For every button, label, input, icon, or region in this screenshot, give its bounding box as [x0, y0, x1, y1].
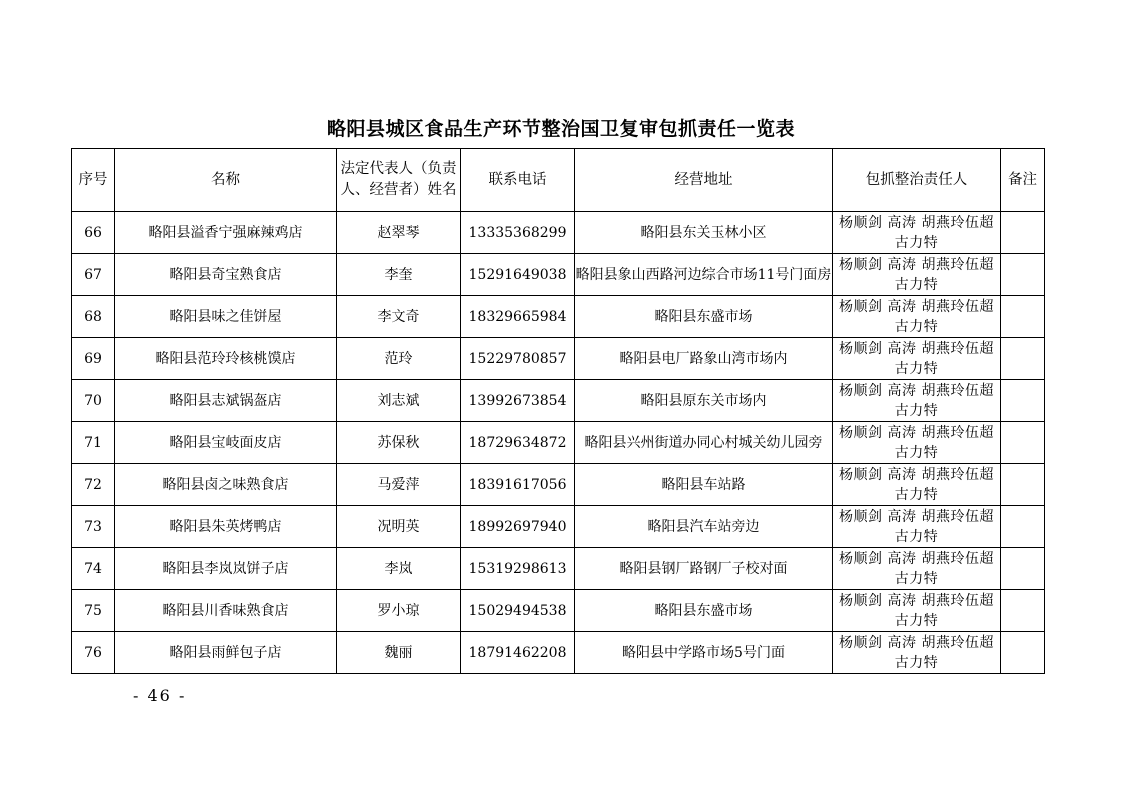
- cell-responsible: 杨顺剑 高涛 胡燕玲伍超 古力特: [833, 506, 1001, 548]
- page-number: - 46 -: [133, 686, 187, 705]
- cell-phone: 15319298613: [461, 548, 575, 590]
- cell-name: 略阳县味之佳饼屋: [115, 296, 337, 338]
- cell-phone: 18729634872: [461, 422, 575, 464]
- table-header-row: [72, 149, 1045, 212]
- cell-name: 略阳县李岚岚饼子店: [115, 548, 337, 590]
- cell-legal-rep: 魏丽: [337, 632, 461, 674]
- cell-remark: [1001, 506, 1045, 548]
- cell-legal-rep: 李文奇: [337, 296, 461, 338]
- cell-address: 略阳县车站路: [575, 464, 833, 506]
- cell-name: 略阳县范玲玲核桃馍店: [115, 338, 337, 380]
- cell-name: 略阳县雨鲜包子店: [115, 632, 337, 674]
- cell-phone: 18329665984: [461, 296, 575, 338]
- table-row: [72, 548, 1045, 590]
- cell-legal-rep: 李奎: [337, 254, 461, 296]
- cell-name: 略阳县卤之味熟食店: [115, 464, 337, 506]
- cell-legal-rep: 刘志斌: [337, 380, 461, 422]
- cell-responsible: 杨顺剑 高涛 胡燕玲伍超 古力特: [833, 296, 1001, 338]
- cell-legal-rep: 赵翠琴: [337, 212, 461, 254]
- cell-legal-rep: 范玲: [337, 338, 461, 380]
- cell-name: 略阳县奇宝熟食店: [115, 254, 337, 296]
- column-header-seq: 序号: [72, 149, 115, 212]
- cell-seq: 72: [72, 464, 115, 506]
- cell-responsible: 杨顺剑 高涛 胡燕玲伍超 古力特: [833, 254, 1001, 296]
- cell-phone: 18992697940: [461, 506, 575, 548]
- cell-seq: 70: [72, 380, 115, 422]
- cell-remark: [1001, 380, 1045, 422]
- page-title: 略阳县城区食品生产环节整治国卫复审包抓责任一览表: [326, 118, 795, 140]
- cell-address: 略阳县东盛市场: [575, 590, 833, 632]
- cell-address: 略阳县兴州街道办同心村城关幼儿园旁: [575, 422, 833, 464]
- column-header-remark: 备注: [1001, 149, 1045, 212]
- table-row: [72, 212, 1045, 254]
- cell-address: 略阳县电厂路象山湾市场内: [575, 338, 833, 380]
- cell-seq: 69: [72, 338, 115, 380]
- column-header-name: 名称: [115, 149, 337, 212]
- cell-address: 略阳县原东关市场内: [575, 380, 833, 422]
- cell-name: 略阳县川香味熟食店: [115, 590, 337, 632]
- cell-address: 略阳县汽车站旁边: [575, 506, 833, 548]
- table-row: [72, 422, 1045, 464]
- cell-address: 略阳县钢厂路钢厂子校对面: [575, 548, 833, 590]
- cell-seq: 76: [72, 632, 115, 674]
- column-header-responsible: 包抓整治责任人: [833, 149, 1001, 212]
- cell-name: 略阳县宝岐面皮店: [115, 422, 337, 464]
- cell-phone: 18391617056: [461, 464, 575, 506]
- cell-phone: 15029494538: [461, 590, 575, 632]
- cell-name: 略阳县溢香宁强麻辣鸡店: [115, 212, 337, 254]
- cell-legal-rep: 马爱萍: [337, 464, 461, 506]
- table-row: [72, 506, 1045, 548]
- table-row: [72, 338, 1045, 380]
- cell-remark: [1001, 632, 1045, 674]
- cell-responsible: 杨顺剑 高涛 胡燕玲伍超 古力特: [833, 422, 1001, 464]
- cell-legal-rep: 罗小琼: [337, 590, 461, 632]
- table-row: [72, 254, 1045, 296]
- cell-address: 略阳县东关玉林小区: [575, 212, 833, 254]
- cell-remark: [1001, 548, 1045, 590]
- cell-responsible: 杨顺剑 高涛 胡燕玲伍超 古力特: [833, 380, 1001, 422]
- cell-remark: [1001, 254, 1045, 296]
- cell-remark: [1001, 422, 1045, 464]
- column-header-legal-rep: 法定代表人（负责人、经营者）姓名: [337, 149, 461, 212]
- cell-seq: 71: [72, 422, 115, 464]
- cell-seq: 68: [72, 296, 115, 338]
- cell-responsible: 杨顺剑 高涛 胡燕玲伍超 古力特: [833, 464, 1001, 506]
- column-header-phone: 联系电话: [461, 149, 575, 212]
- responsibility-table: [71, 148, 1045, 674]
- cell-seq: 66: [72, 212, 115, 254]
- cell-legal-rep: 况明英: [337, 506, 461, 548]
- cell-seq: 75: [72, 590, 115, 632]
- cell-remark: [1001, 212, 1045, 254]
- cell-responsible: 杨顺剑 高涛 胡燕玲伍超 古力特: [833, 338, 1001, 380]
- cell-legal-rep: 李岚: [337, 548, 461, 590]
- cell-seq: 74: [72, 548, 115, 590]
- table-row: [72, 632, 1045, 674]
- cell-responsible: 杨顺剑 高涛 胡燕玲伍超 古力特: [833, 590, 1001, 632]
- cell-address: 略阳县象山西路河边综合市场11号门面房: [575, 254, 833, 296]
- table-row: [72, 464, 1045, 506]
- cell-legal-rep: 苏保秋: [337, 422, 461, 464]
- cell-phone: 15229780857: [461, 338, 575, 380]
- cell-phone: 13335368299: [461, 212, 575, 254]
- cell-seq: 73: [72, 506, 115, 548]
- cell-responsible: 杨顺剑 高涛 胡燕玲伍超 古力特: [833, 212, 1001, 254]
- cell-address: 略阳县中学路市场5号门面: [575, 632, 833, 674]
- cell-name: 略阳县志斌锅盔店: [115, 380, 337, 422]
- cell-remark: [1001, 296, 1045, 338]
- cell-remark: [1001, 338, 1045, 380]
- cell-address: 略阳县东盛市场: [575, 296, 833, 338]
- cell-name: 略阳县朱英烤鸭店: [115, 506, 337, 548]
- cell-phone: 13992673854: [461, 380, 575, 422]
- cell-responsible: 杨顺剑 高涛 胡燕玲伍超 古力特: [833, 548, 1001, 590]
- table-row: [72, 590, 1045, 632]
- table-row: [72, 380, 1045, 422]
- cell-remark: [1001, 590, 1045, 632]
- cell-phone: 18791462208: [461, 632, 575, 674]
- cell-remark: [1001, 464, 1045, 506]
- column-header-address: 经营地址: [575, 149, 833, 212]
- cell-responsible: 杨顺剑 高涛 胡燕玲伍超 古力特: [833, 632, 1001, 674]
- table-row: [72, 296, 1045, 338]
- cell-phone: 15291649038: [461, 254, 575, 296]
- cell-seq: 67: [72, 254, 115, 296]
